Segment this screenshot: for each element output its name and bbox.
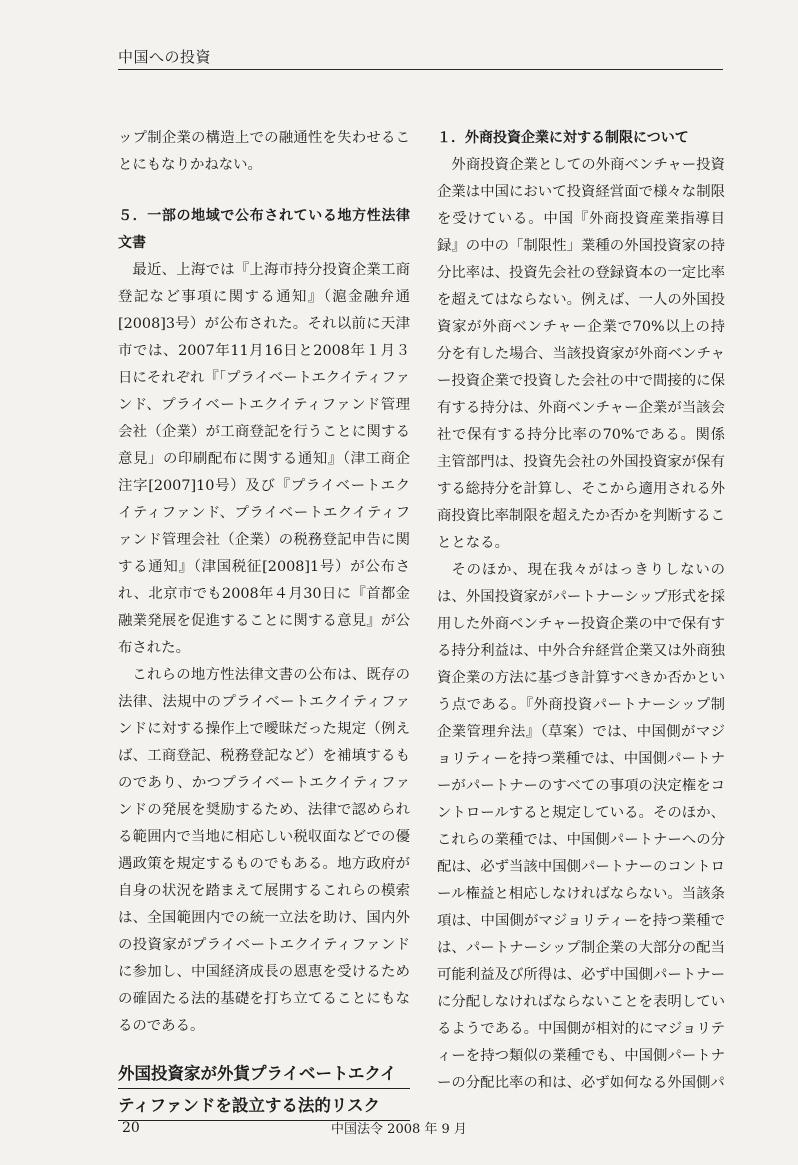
section-heading-5: ５．一部の地域で公布されている地方性法律文書 [118,208,410,251]
paragraph: そのほか、現在我々がはっきりしないのは、外国投資家がパートナーシップ形式を採用した外商ベンチャー投資企業の中で保有する持分利益は、中外合弁経営企業又は外商独資企業の方法に基づき計算すべきか否かという点である。『外商投資パートナーシップ制企業管理弁法』（草案）では、中国側がマジョリティーを持つ業種では、中国側パートナーがパートナーのすべての事項の決定権をコントロールすると規定している。そのほか、これらの業種では、中国側パートナーへの分配は、必ず当該中国側パートナーのコントロール権益と相応しなければならない。当該条項は、中国側がマジョリティーを持つ業種では、パートナーシップ制企業の大部分の配当可能利益及び所得は、必ず中国側パートナーに分配しなければならないことを表明しているようである。中国側が相対的にマジョリティーを持つ類似の業種でも、中国側パートナーの分配比率の和は、必ず如何なる外国側パ [437,562,725,1091]
chapter-heading-line-2: ティファンドを設立する法的リスク [118,1092,410,1121]
chapter-heading [118,1060,410,1121]
paragraph: 外商投資企業としての外商ベンチャー投資企業は中国において投資経営面で様々な制限を受けている。中国『外商投資産業指導目録』の中の「制限性」業種の外国投資家の持分比率は、投資先会社の登録資本の一定比率を超えてはならない。例えば、一人の外国投資家が外商ベンチャー企業で70%以上の持分を有した場合、当該投資家が外商ベンチャー投資企業で投資した会社の中で間接的に保有する持分は、外商ベンチャー企業が当該会社で保有する持分比率の70%である。関係主管部門は、投資先会社の外国投資家が保有する総持分を計算し、そこから適用される外商投資比率制限を超えたか否かを判断することとなる。 [437,157,725,551]
chapter-heading-line-1: 外国投資家が外貨プライベートエクイ [118,1060,410,1089]
left-column [118,125,410,1124]
running-header: 中国への投資 [118,46,723,70]
page-number: 20 [122,1120,140,1136]
right-column [437,125,725,1097]
paragraph: 最近、上海では『上海市持分投資企業工商登記など事項に関する通知』（滬金融弁通 [2008]3号）が公布された。それ以前に天津市では、2007年11月16日と2008年１月３日にそれぞれ『「プライベートエクイティファンド、プライベートエクイティファンド管理会社（企業）が工商登記を行うことに関する意見」の印刷配布に関する通知』（津工商企注字[2007]10号）及び『プライベートエクイティファンド、プライベートエクイティファンド管理会社（企業）の税務登記申告に関する通知』（津国税征[2008]1号）が公布され、北京市でも2008年４月30日に『首都金融業発展を促進することに関する意見』が公布された。 [118,262,410,656]
paragraph-continued: ップ制企業の構造上での融通性を失わせることにもなりかねない。 [118,130,410,173]
paragraph: これらの地方性法律文書の公布は、既存の法律、法規中のプライベートエクイティファンドに対する操作上で曖昧だった規定（例えば、工商登記、税務登記など）を補填するものであり、かつプライベートエクイティファンドの発展を奨励するため、法律で認められる範囲内で当地に相応しい税収面などでの優遇政策を規定するものでもある。地方政府が自身の状況を踏まえて展開するこれらの模索は、全国範囲内での統一立法を助け、国内外の投資家がプライベートエクイティファンドに参加し、中国経済成長の恩恵を受けるための確固たる法的基礎を打ち立てることにもなるのである。 [118,667,410,1034]
section-heading-1: １．外商投資企業に対する制限について [437,130,689,146]
journal-footer: 中国法令 2008 年 9 月 [331,1122,467,1137]
